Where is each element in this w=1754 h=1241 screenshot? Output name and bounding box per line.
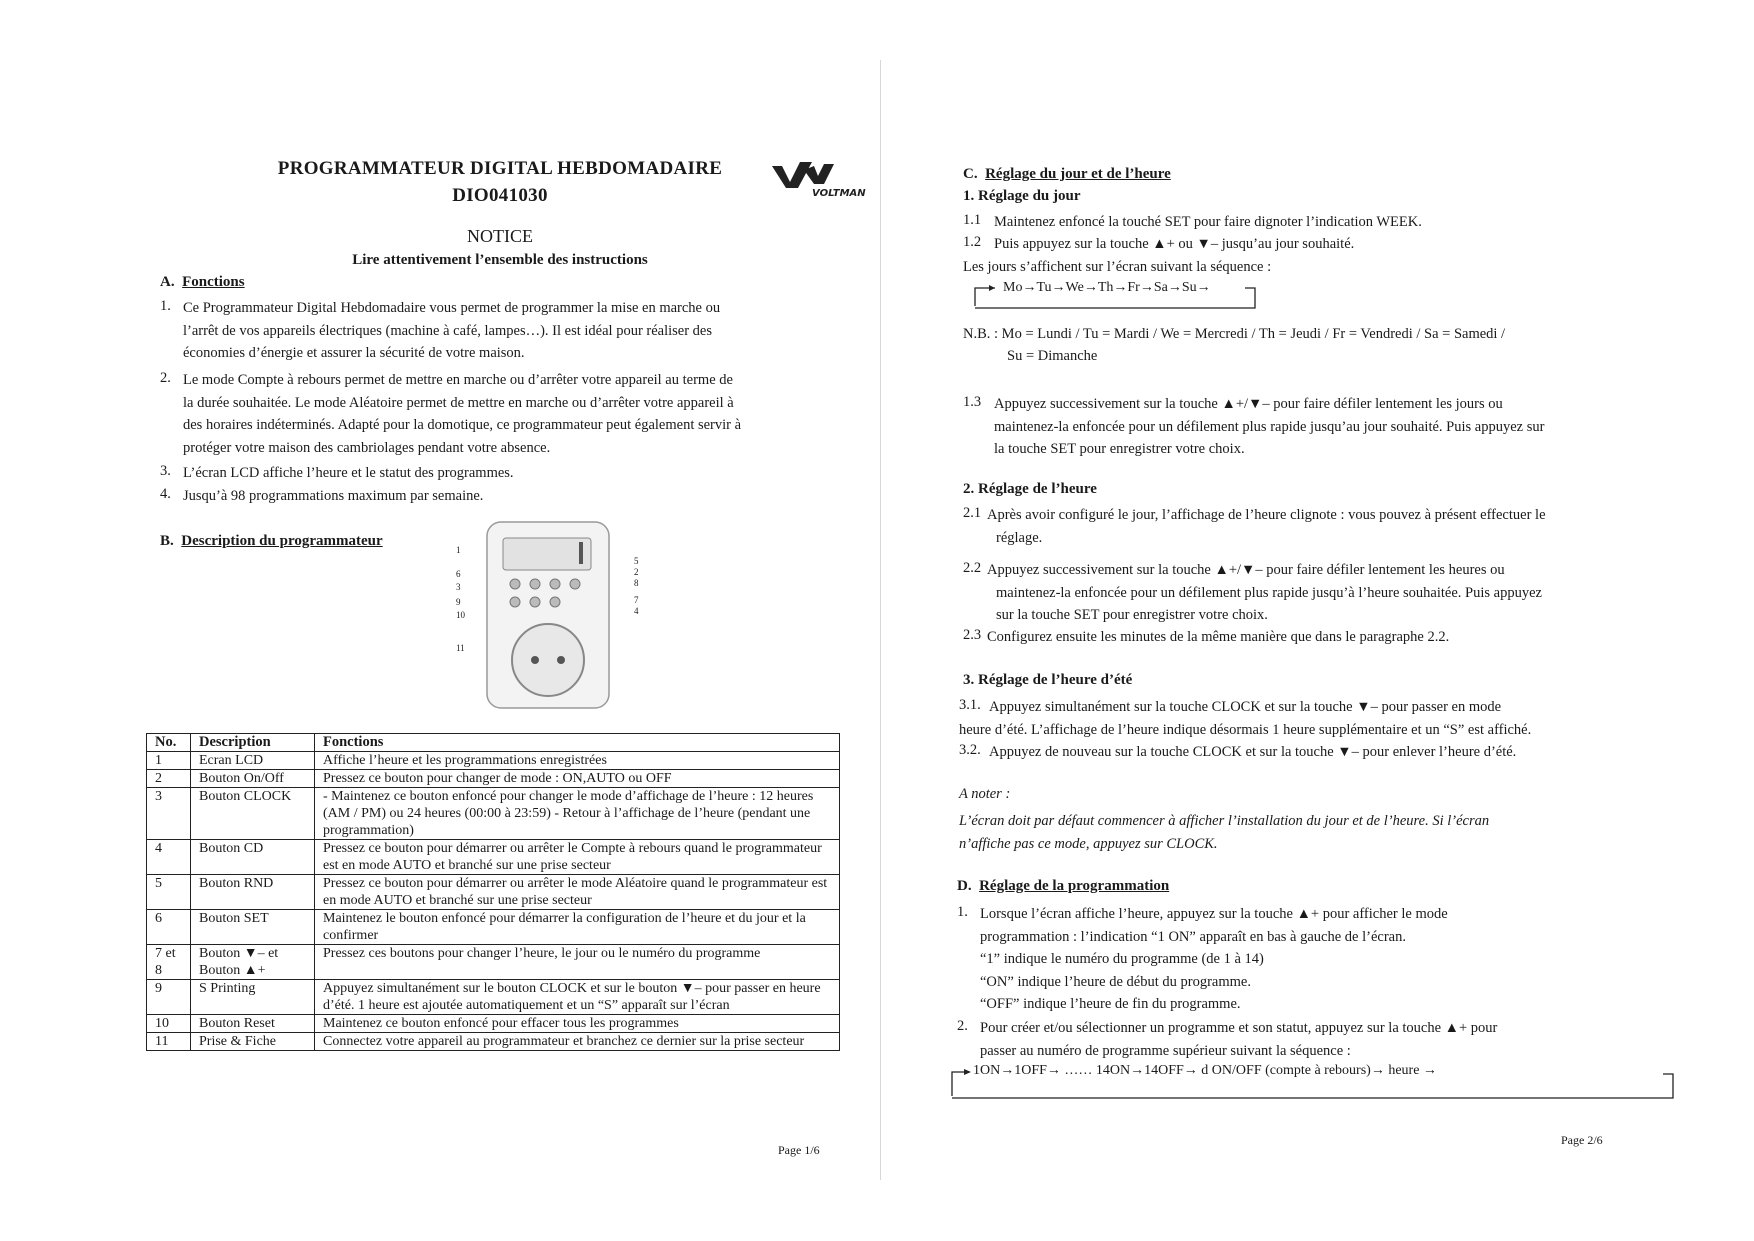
table-header-row xyxy=(147,734,840,752)
section-d-letter: D. xyxy=(957,878,972,894)
page-number-left: Page 1/6 xyxy=(778,1143,820,1157)
a2-paragraph xyxy=(183,369,843,459)
c2-heading: 2. Réglage de l’heure xyxy=(963,481,1097,497)
a3-text: L’écran LCD affiche l’heure et le statut des programmes. xyxy=(183,465,514,481)
day-sequence: Mo→Tu→We→Th→Fr→Sa→Su→ xyxy=(1003,280,1211,295)
voltman-logo xyxy=(768,156,866,200)
c22-number: 2.2 xyxy=(963,560,982,576)
section-b-title: Description du programmateur xyxy=(181,533,383,549)
day-sequence-diagram xyxy=(973,278,1273,310)
section-d-heading xyxy=(957,878,1169,895)
a2-line: Le mode Compte à rebours permet de mettre en marche ou d’arrêter votre appareil au terme de xyxy=(183,372,733,388)
c12-number: 1.2 xyxy=(963,234,982,250)
title-line2: DIO041030 xyxy=(452,185,548,206)
section-b-heading xyxy=(160,533,383,550)
table-row: 3 Bouton CLOCK - Maintenez ce bouton enfoncé pour changer le mode d’affichage de l’heure : 12 heures (AM / PM) ou 24 heures (00:00 à 23:59) - Retour à l’affichage de l’heure (pendant une programmation) xyxy=(147,788,840,840)
notice-heading: NOTICE xyxy=(467,226,533,246)
a1-line: l’arrêt de vos appareils électriques (machine à café, lampes…). Il est idéal pour réaliser des xyxy=(183,322,713,339)
c32-number: 3.2. xyxy=(959,742,981,758)
program-sequence-diagram xyxy=(949,1060,1679,1100)
c-sequence-intro: Les jours s’affichent sur l’écran suivant la séquence : xyxy=(963,259,1272,275)
programmer-device-image xyxy=(483,520,613,710)
right-page xyxy=(877,0,1754,1241)
notice-subtitle: Lire attentivement l’ensemble des instructions xyxy=(352,252,648,268)
header-fonctions: Fonctions xyxy=(315,734,840,752)
c31-paragraph: Appuyez simultanément sur la touche CLOCK et sur la touche ▼– pour passer en mode xyxy=(989,699,1502,715)
c23-text: Configurez ensuite les minutes de la même manière que dans le paragraphe 2.2. xyxy=(987,629,1450,645)
a1-paragraph xyxy=(183,297,843,365)
c21-paragraph: Après avoir configuré le jour, l’affichage de l’heure clignote : vous pouvez à présent effectuer le réglage. xyxy=(987,507,1546,546)
nb-line2: Su = Dimanche xyxy=(1007,348,1098,364)
a4-text: Jusqu’à 98 programmations maximum par semaine. xyxy=(183,488,484,504)
note-paragraph: L’écran doit par défaut commencer à afficher l’installation du jour et de l’heure. Si l’écran n’affiche pas ce mode, appuyez sur CLOCK. xyxy=(959,813,1490,852)
c13-number: 1.3 xyxy=(963,394,982,410)
c13-paragraph: Appuyez successivement sur la touche ▲+/▼– pour faire défiler lentement les jours ou maintenez-la enfoncée pour un défilement plus rapide jusqu’au jour souhaité. Puis appuyez sur la touche SET pour enregistrer votre choix. xyxy=(994,396,1545,457)
c23-number: 2.3 xyxy=(963,627,982,643)
nb-line1: N.B. : Mo = Lundi / Tu = Mardi / We = Mercredi / Th = Jeudi / Fr = Vendredi / Sa = Samedi / xyxy=(963,326,1506,342)
table-row: 6 Bouton SET Maintenez le bouton enfoncé pour démarrer la configuration de l’heure et du jour et la confirmer xyxy=(147,910,840,945)
section-a-letter: A. xyxy=(160,274,175,290)
c12-text: Puis appuyez sur la touche ▲+ ou ▼– jusqu’au jour souhaité. xyxy=(994,236,1355,252)
c1-heading: 1. Réglage du jour xyxy=(963,188,1081,204)
a1-line: Ce Programmateur Digital Hebdomadaire vous permet de programmer la mise en marche ou xyxy=(183,300,721,316)
table-row: 4 Bouton CD Pressez ce bouton pour démarrer ou arrêter le Compte à rebours quand le programmateur est en mode AUTO et branché sur une prise secteur xyxy=(147,840,840,875)
section-c-letter: C. xyxy=(963,166,978,182)
header-description: Description xyxy=(191,734,315,752)
c31-line2: heure d’été. L’affichage de l’heure indique désormais 1 heure supplémentaire et un “S” est affiché. xyxy=(959,722,1532,738)
a1-line: économies d’énergie et assurer la sécurité de votre maison. xyxy=(183,345,525,361)
table-row: 5 Bouton RND Pressez ce bouton pour démarrer ou arrêter le mode Aléatoire quand le programmateur est en mode AUTO et branché sur une prise secteur xyxy=(147,875,840,910)
c11-text: Maintenez enfoncé la touché SET pour faire dignoter l’indication WEEK. xyxy=(994,214,1422,230)
c22-paragraph: Appuyez successivement sur la touche ▲+/▼– pour faire défiler lentement les heures ou maintenez-la enfoncée pour un défilement plus rapide jusqu’à l’heure souhaitée. Puis appuyez sur la touche SET pour enregistrer votre choix. xyxy=(987,562,1542,623)
a3-number: 3. xyxy=(160,463,171,479)
d2-number: 2. xyxy=(957,1018,968,1034)
section-a-heading xyxy=(160,274,245,291)
logo-text: VOLTMAN xyxy=(812,188,866,199)
header-no: No. xyxy=(147,734,191,752)
c21-number: 2.1 xyxy=(963,505,982,521)
description-table xyxy=(146,733,840,1051)
d1-paragraph: Lorsque l’écran affiche l’heure, appuyez sur la touche ▲+ pour afficher le mode programmation : l’indication “1 ON” apparaît en bas à gauche de l’écran. “1” indique le numéro du programme (de 1 à 14) “ON” indique l’heure de début du programme. “OFF” indique l’heure de fin du programme. xyxy=(980,906,1448,1012)
c31-number: 3.1. xyxy=(959,697,981,713)
device-labels-right: 5 2 8 7 4 xyxy=(634,556,639,616)
table-row: 2 Bouton On/Off Pressez ce bouton pour changer de mode : ON,AUTO ou OFF xyxy=(147,770,840,788)
section-c-title: Réglage du jour et de l’heure xyxy=(985,166,1171,182)
d2-paragraph: Pour créer et/ou sélectionner un programme et son statut, appuyez sur la touche ▲+ pour passer au numéro de programme supérieur suivant la séquence : xyxy=(980,1020,1498,1059)
page-number-right: Page 2/6 xyxy=(1561,1133,1603,1147)
section-b-letter: B. xyxy=(160,533,174,549)
program-sequence: 1ON→1OFF→ …… 14ON→14OFF→ d ON/OFF (compte à rebours)→ heure → xyxy=(973,1063,1437,1078)
a2-number: 2. xyxy=(160,370,171,386)
c3-heading: 3. Réglage de l’heure d’été xyxy=(963,672,1133,688)
a2-line: la durée souhaitée. Le mode Aléatoire permet de mettre en marche ou d’arrêter votre appareil à xyxy=(183,394,734,411)
table-row: 11 Prise & Fiche Connectez votre appareil au programmateur et branchez ce dernier sur la prise secteur xyxy=(147,1033,840,1051)
title-line1: PROGRAMMATEUR DIGITAL HEBDOMADAIRE xyxy=(277,158,723,179)
a4-number: 4. xyxy=(160,486,171,502)
c11-number: 1.1 xyxy=(963,212,982,228)
document-title xyxy=(270,155,730,209)
note-heading: A noter : xyxy=(959,786,1011,802)
a2-line: protéger votre maison des cambriolages pendant votre absence. xyxy=(183,439,551,456)
section-c-heading xyxy=(963,166,1171,183)
c32-text: Appuyez de nouveau sur la touche CLOCK et sur la touche ▼– pour enlever l’heure d’été. xyxy=(989,744,1517,760)
a2-line: des horaires indéterminés. Adapté pour la domotique, ce programmateur peut également servir à xyxy=(183,417,742,433)
device-labels-left: 1 6 3 9 10 11 xyxy=(456,545,465,653)
d1-number: 1. xyxy=(957,904,968,920)
a1-number: 1. xyxy=(160,298,171,314)
section-d-title: Réglage de la programmation xyxy=(979,878,1170,894)
section-a-title: Fonctions xyxy=(182,274,245,290)
table-row: 10 Bouton Reset Maintenez ce bouton enfoncé pour effacer tous les programmes xyxy=(147,1015,840,1033)
table-row: 7 et 8 Bouton ▼– et Bouton ▲+ Pressez ces boutons pour changer l’heure, le jour ou le numéro du programme xyxy=(147,945,840,980)
table-row: 1 Ecran LCD Affiche l’heure et les programmations enregistrées xyxy=(147,752,840,770)
table-row: 9 S Printing Appuyez simultanément sur le bouton CLOCK et sur le bouton ▼– pour passer en heure d’été. 1 heure est ajoutée automatiquement et un “S” apparaît sur l’écran xyxy=(147,980,840,1015)
